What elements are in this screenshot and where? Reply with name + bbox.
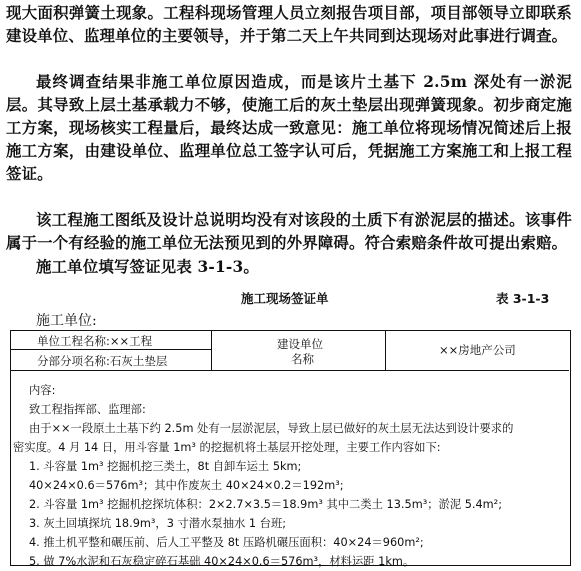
site-visa-form	[10, 330, 571, 566]
paragraph-2: 最终调查结果非施工单位原因造成，而是该片土基下 2.5m 深处有一淤泥层。其导致上层土基承载力不够，使施工后的灰土垫层出现弹簧现象。初步商定施工方案，现场核实工程量后，最终达成一致意见：施工单位将现场情况简述后上报施工方案，由建设单位、监理单位总工签字认可后，凭据施工方案施工和上报工程签证。	[6, 73, 572, 183]
content-line: 2. 斗容量 1m³ 挖掘机挖探坑体积：2×2.7×3.5＝18.9m³ 其中二类土 13.5m³；淤泥 5.4m²;	[29, 498, 503, 511]
paragraph-1: 现大面积弹簧土现象。工程科现场管理人员立刻报告项目部，项目部领导立即联系建设单位、监理单位的主要领导，并于第二天上午共同到达现场对此事进行调查。	[6, 4, 572, 45]
content-line: 40×24×0.6＝576m³；其中作废灰土 40×24×0.2＝192m³;	[29, 479, 344, 492]
owner-name-cell: ××房地产公司	[439, 343, 516, 357]
content-line: 4. 推土机平整和碾压前、后人工平整及 8t 压路机碾压面积：40×24＝960m²;	[29, 536, 424, 549]
content-line: 3. 灰土回填探坑 18.9m³，3 寸潜水泵抽水 1 台班;	[29, 517, 287, 530]
table-title: 施工现场签证单	[241, 291, 329, 306]
row-divider-1	[11, 349, 211, 350]
column-divider-1	[211, 331, 212, 370]
row-divider-2	[11, 370, 569, 371]
table-number: 表 3-1-3	[496, 291, 550, 306]
content-line: 5. 做 7%水泥和石灰稳定碎石基础 40×24×0.6＝576m³，材料运距 1km。	[29, 555, 415, 568]
owner-label-line1: 建设单位	[277, 337, 323, 351]
content-line: 1. 斗容量 1m³ 挖掘机挖三类土，8t 自卸车运土 5km;	[29, 460, 302, 473]
paragraph-4: 施工单位填写签证见表 3-1-3。	[36, 258, 259, 276]
content-line: 致工程指挥部、监理部:	[29, 403, 146, 416]
column-divider-2	[385, 331, 386, 370]
content-line: 由于××一段原土土基下约 2.5m 处有一层淤泥层，导致上层已做好的灰土层无法达到设计要求的	[29, 422, 514, 435]
owner-label-line2: 名称	[291, 352, 314, 366]
content-line: 密实度。4 月 14 日，用斗容量 1m³ 的挖掘机将土基层开挖处理，主要工作内容如下:	[13, 441, 441, 454]
content-label: 内容:	[29, 384, 56, 397]
paragraph-3: 该工程施工图纸及设计总说明均没有对该段的土质下有淤泥层的描述。该事件属于一个有经验的施工单位无法预见到的外界障碍。符合索赔条件故可提出索赔。	[6, 211, 572, 252]
unit-label: 施工单位:	[36, 313, 97, 329]
project-name-cell: 单位工程名称:××工程	[37, 334, 153, 348]
subproject-name-cell: 分部分项名称:石灰土垫层	[37, 354, 168, 368]
content-block	[11, 381, 569, 571]
